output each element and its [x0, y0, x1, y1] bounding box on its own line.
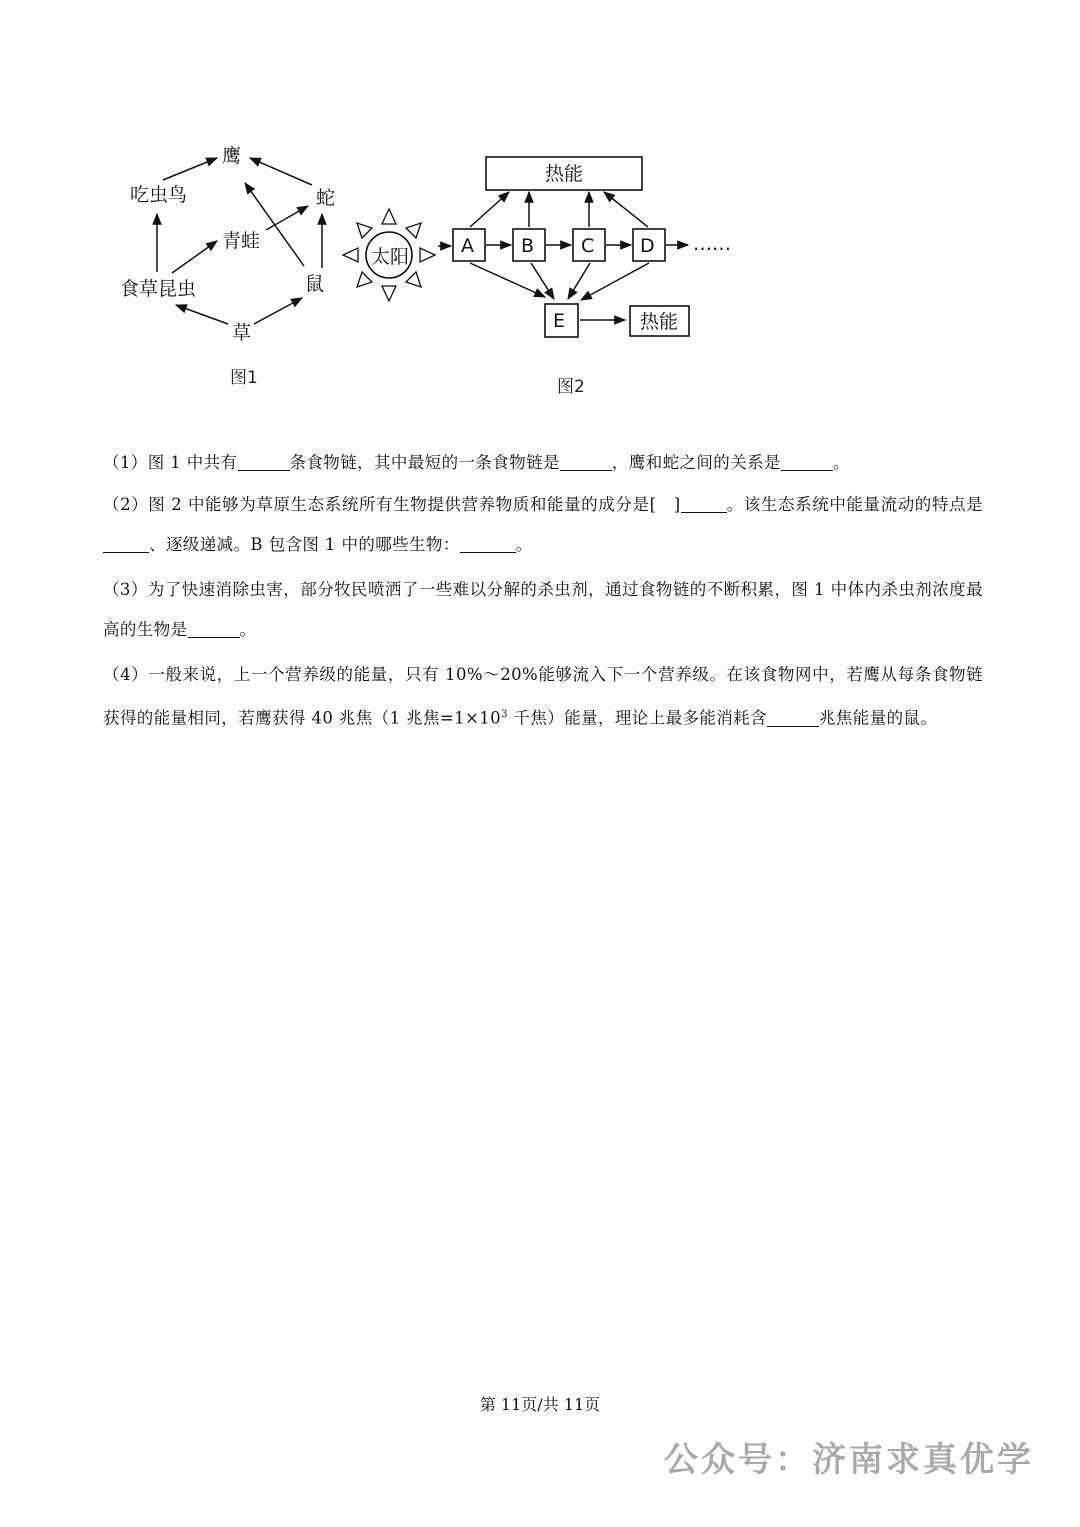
node-mouse: 鼠	[305, 273, 325, 295]
arrow-mouse-to-hawk	[245, 183, 304, 266]
arrow-grass-to-insect	[176, 305, 228, 324]
label-c: C	[581, 235, 595, 257]
arrow-b-to-e	[531, 263, 554, 299]
arrow-a-to-heat	[470, 192, 509, 227]
figure-2-energy-flow	[343, 157, 731, 397]
answer-blank	[188, 621, 240, 639]
answer-blank	[767, 709, 819, 727]
figure-2-caption: 图2	[557, 377, 585, 397]
heat-energy-top-label: 热能	[545, 163, 584, 185]
answer-blank	[238, 454, 290, 472]
arrow-grass-to-mouse	[254, 298, 302, 324]
answer-blank	[103, 536, 149, 554]
answer-blank	[781, 454, 833, 472]
question-3: （3）为了快速消除虫害，部分牧民喷洒了一些难以分解的杀虫剂，通过食物链的不断积累，图 1 中体内杀虫剂浓度最高的生物是 。	[103, 580, 983, 639]
watermark: 公众号：济南求真优学	[664, 1440, 1034, 1480]
question-2: （2）图 2 中能够为草原生态系统所有生物提供营养物质和能量的成分是[ ] 。该生态系统中能量流动的特点是、逐级递减。B 包含图 1 中的哪些生物： 。	[103, 495, 983, 554]
node-grass: 草	[232, 322, 252, 344]
label-e: E	[553, 310, 566, 332]
heat-energy-bottom-label: 热能	[640, 311, 679, 333]
label-b: B	[521, 235, 535, 257]
node-insect-eating-bird: 吃虫鸟	[130, 184, 188, 206]
arrow-c-to-e	[568, 263, 590, 299]
label-d: D	[640, 235, 655, 257]
question-4: （4）一般来说，上一个营养级的能量，只有 10%～20%能够流入下一个营养级。在该食物网中，若鹰从每条食物链获得的能量相同，若鹰获得 40 兆焦（1 兆焦$=1\times 10^3$ 千焦）能量，理论上最多能消耗含 兆焦能量的鼠。	[103, 665, 983, 728]
figure-1-caption: 图1	[230, 368, 258, 388]
ellipsis: ……	[693, 233, 731, 255]
arrow-bird-to-hawk	[163, 158, 217, 180]
figure-1-food-web	[120, 145, 335, 388]
node-hawk: 鹰	[222, 145, 242, 167]
page-footer: 第 11页/共 11页	[479, 1395, 601, 1414]
node-frog: 青蛙	[222, 230, 261, 252]
label-a: A	[461, 235, 474, 257]
arrow-frog-to-snake	[266, 206, 308, 230]
arrow-insect-to-frog	[172, 241, 217, 273]
answer-blank	[460, 536, 516, 554]
arrow-d-to-heat	[604, 192, 648, 227]
figures-area	[0, 0, 1080, 420]
answer-blank	[560, 454, 612, 472]
node-herbivorous-insect: 食草昆虫	[120, 278, 197, 300]
node-snake: 蛇	[316, 187, 336, 209]
arrow-d-to-e	[581, 263, 649, 300]
answer-blank	[681, 496, 727, 514]
arrow-snake-to-hawk	[250, 158, 312, 185]
question-1: （1）图 1 中共有 条食物链，其中最短的一条食物链是 ，鹰和蛇之间的关系是 。	[103, 453, 850, 472]
sun-label: 太阳	[371, 246, 410, 268]
